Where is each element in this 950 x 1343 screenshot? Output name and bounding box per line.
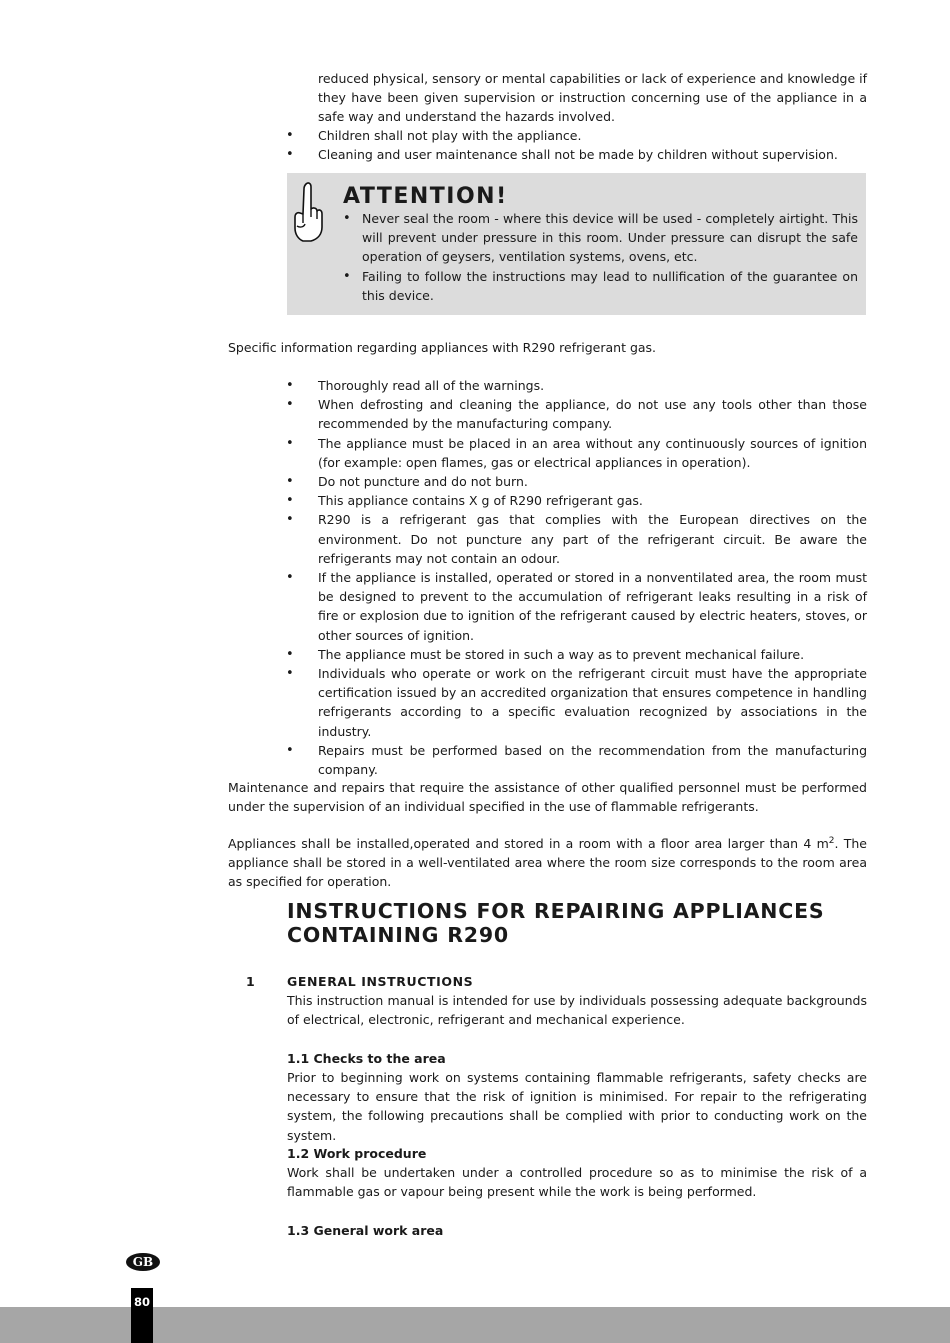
subsection-text: Work shall be undertaken under a controlled procedure so as to minimise the risk of a flammable gas or vapour being present while the work is being performed. <box>287 1165 867 1200</box>
floor-area-text: Appliances shall be installed,operated and stored in a room with a floor area larger than 4 m <box>228 836 829 851</box>
pointing-hand-icon <box>291 181 325 245</box>
list-item: • Do not puncture and do not burn. <box>286 472 867 491</box>
main-heading: INSTRUCTIONS FOR REPAIRING APPLIANCES CONTAINING R290 <box>287 899 825 947</box>
subsection-title: 1.1 Checks to the area <box>287 1051 446 1066</box>
list-item: • Individuals who operate or work on the refrigerant circuit must have the appropriate certification issued by an accredited organization that ensures competence in handling refrigerants according to a specific evaluation recognized by associations in the industry. <box>286 664 867 741</box>
attention-list <box>343 209 858 305</box>
floor-area-paragraph <box>228 834 867 892</box>
list-item: • The appliance must be placed in an area without any continuously sources of ignition (for example: open flames, gas or electrical appliances in operation). <box>286 434 867 472</box>
r290-bullet-list <box>286 376 867 779</box>
list-item: • Children shall not play with the appliance. <box>286 126 867 145</box>
list-item: • Failing to follow the instructions may lead to nullification of the guarantee on this device. <box>343 267 858 305</box>
list-item: • Repairs must be performed based on the recommendation from the manufacturing company. <box>286 741 867 779</box>
subsection-title: 1.2 Work procedure <box>287 1146 427 1161</box>
intro-bullet-list <box>286 126 867 164</box>
section-number: 1 <box>246 974 255 989</box>
list-item: • Never seal the room - where this device will be used - completely airtight. This will prevent under pressure in this room. Under pressure can disrupt the safe operation of geysers, ventilation systems, ovens, etc. <box>343 209 858 267</box>
attention-box <box>287 173 866 315</box>
list-item: • Cleaning and user maintenance shall not be made by children without supervision. <box>286 145 867 164</box>
list-item: • R290 is a refrigerant gas that complies with the European directives on the environment. Do not puncture any part of the refrigerant circuit. Be aware the refrigerants may not contain an odour. <box>286 510 867 568</box>
list-item: • Thoroughly read all of the warnings. <box>286 376 867 395</box>
language-badge: GB <box>126 1253 160 1271</box>
subsection-text: Prior to beginning work on systems containing flammable refrigerants, safety checks are necessary to ensure that the risk of ignition is minimised. For repair to the refrigerating system, the following precautions shall be complied with prior to conducting work on the system. <box>287 1070 867 1143</box>
list-item: • If the appliance is installed, operated or stored in a nonventilated area, the room must be designed to prevent to the accumulation of refrigerant leaks resulting in a risk of fire or explosion due to ignition of the refrigerant caused by electric heaters, stoves, or other sources of ignition. <box>286 568 867 645</box>
floor-area-text-end: . The appliance shall be stored in a well-ventilated area where the room size corresponds to the room area as specified for operation. <box>228 836 867 890</box>
section-title: GENERAL INSTRUCTIONS <box>287 974 474 989</box>
intro-continuation: reduced physical, sensory or mental capabilities or lack of experience and knowledge if they have been given supervision or instruction concerning use of the appliance in a safe way and understand the hazards involved. <box>318 71 867 125</box>
r290-intro: Specific information regarding appliances with R290 refrigerant gas. <box>228 340 657 355</box>
subsection-title: 1.3 General work area <box>287 1223 444 1238</box>
attention-title: ATTENTION! <box>343 184 508 209</box>
list-item: • When defrosting and cleaning the appliance, do not use any tools other than those recommended by the manufacturing company. <box>286 395 867 433</box>
page-number: 80 <box>131 1288 153 1343</box>
list-item: • The appliance must be stored in such a way as to prevent mechanical failure. <box>286 645 867 664</box>
section-text: This instruction manual is intended for use by individuals possessing adequate backgrounds of electrical, electronic, refrigerant and mechanical experience. <box>287 993 867 1028</box>
maintenance-paragraph: Maintenance and repairs that require the assistance of other qualified personnel must be performed under the supervision of an individual specified in the use of flammable refrigerants. <box>228 780 867 815</box>
superscript: 2 <box>828 835 835 846</box>
list-item: • This appliance contains X g of R290 refrigerant gas. <box>286 491 867 510</box>
